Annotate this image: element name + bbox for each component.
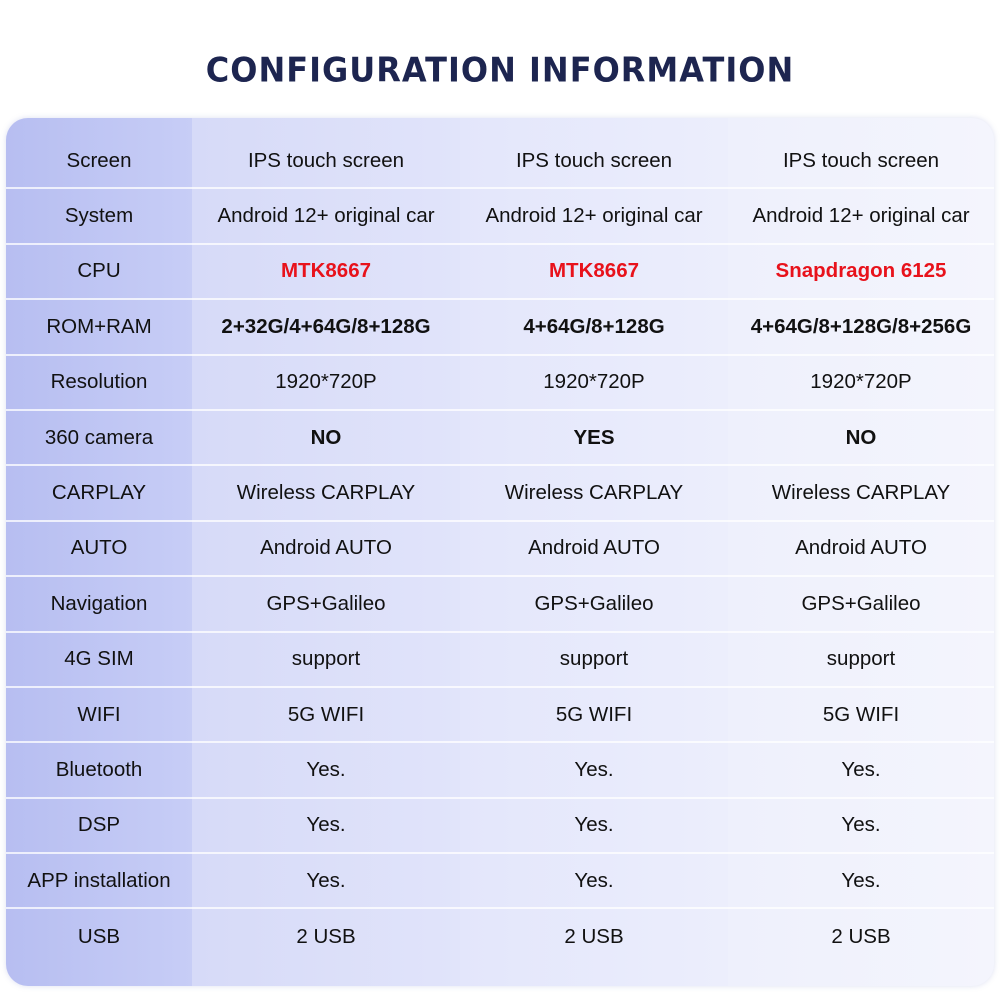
table-row — [6, 134, 994, 189]
row-label: Bluetooth — [55, 757, 143, 781]
table-cell: Android 12+ original car — [217, 204, 435, 228]
row-label: DSP — [77, 813, 121, 837]
row-label: AUTO — [70, 536, 128, 560]
table-cell: 4+64G/8+128G/8+256G — [750, 314, 972, 338]
table-cell: NO — [845, 425, 877, 449]
table-cell: 4+64G/8+128G — [523, 314, 665, 338]
row-label: CARPLAY — [51, 481, 147, 505]
table-cell: Wireless CARPLAY — [771, 481, 951, 505]
table-row — [6, 743, 994, 798]
table-cell: 1920*720P — [275, 370, 377, 394]
table-cell: Yes. — [574, 757, 614, 781]
table-cell: Wireless CARPLAY — [236, 481, 416, 505]
table-row — [6, 909, 994, 964]
table-cell: YES — [573, 425, 615, 449]
table-cell: 5G WIFI — [555, 702, 633, 726]
table-cell: 2 USB — [296, 925, 356, 949]
table-row — [6, 854, 994, 909]
table-row — [6, 356, 994, 411]
table-cell: Android AUTO — [260, 536, 392, 560]
table-row — [6, 411, 994, 466]
table-cell: 2+32G/4+64G/8+128G — [221, 314, 431, 338]
table-row — [6, 577, 994, 632]
table-cell: support — [291, 647, 361, 671]
table-cell: Wireless CARPLAY — [504, 481, 684, 505]
table-cell: Yes. — [306, 868, 346, 892]
table-cell: Android AUTO — [528, 536, 660, 560]
table-cell: support — [559, 647, 629, 671]
table-cell: GPS+Galileo — [266, 591, 386, 615]
row-label: System — [64, 204, 134, 228]
table-cell: Yes. — [306, 813, 346, 837]
table-cell: 5G WIFI — [822, 702, 900, 726]
row-label: Navigation — [50, 591, 148, 615]
table-cell: GPS+Galileo — [534, 591, 654, 615]
table-cell: Android AUTO — [795, 536, 927, 560]
table-cell: IPS touch screen — [247, 148, 405, 172]
table-row — [6, 522, 994, 577]
table-cell-highlight: Snapdragon 6125 — [775, 259, 947, 283]
config-table — [6, 118, 994, 986]
page-title: CONFIGURATION INFORMATION — [205, 50, 795, 90]
table-cell: Yes. — [841, 813, 881, 837]
table-cell: Yes. — [574, 868, 614, 892]
row-label: 360 camera — [44, 425, 154, 449]
row-label: Screen — [66, 148, 132, 172]
table-cell: support — [826, 647, 896, 671]
table-cell: IPS touch screen — [782, 148, 940, 172]
table-cell-highlight: MTK8667 — [548, 259, 639, 283]
table-row — [6, 300, 994, 355]
table-cell: NO — [310, 425, 342, 449]
table-cell: Android 12+ original car — [752, 204, 970, 228]
table-row — [6, 466, 994, 521]
table-cell: Yes. — [574, 813, 614, 837]
table-cell: Yes. — [841, 868, 881, 892]
row-label: ROM+RAM — [46, 314, 152, 338]
table-cell-highlight: MTK8667 — [280, 259, 371, 283]
table-cell: 1920*720P — [543, 370, 645, 394]
row-label: WIFI — [77, 702, 121, 726]
table-row — [6, 688, 994, 743]
table-row — [6, 189, 994, 244]
table-cell: Android 12+ original car — [485, 204, 703, 228]
table-rows — [6, 134, 994, 965]
table-cell: 2 USB — [831, 925, 891, 949]
row-label: USB — [77, 925, 121, 949]
table-cell: 2 USB — [564, 925, 624, 949]
table-cell: Yes. — [841, 757, 881, 781]
row-label: Resolution — [50, 370, 148, 394]
row-label: APP installation — [27, 868, 171, 892]
row-label: 4G SIM — [64, 647, 134, 671]
table-row — [6, 633, 994, 688]
table-cell: IPS touch screen — [515, 148, 673, 172]
table-cell: GPS+Galileo — [801, 591, 921, 615]
table-row — [6, 799, 994, 854]
table-row — [6, 245, 994, 300]
table-cell: 5G WIFI — [287, 702, 365, 726]
row-label: CPU — [77, 259, 121, 283]
table-cell: 1920*720P — [810, 370, 912, 394]
table-cell: Yes. — [306, 757, 346, 781]
